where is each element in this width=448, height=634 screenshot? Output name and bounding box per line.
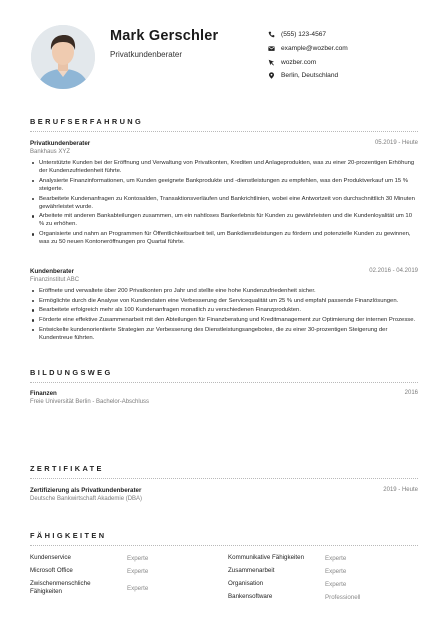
skill-level: Experte (325, 555, 347, 562)
education-date: 2016 (404, 390, 418, 396)
education-heading: BILDUNGSWEG (30, 368, 113, 377)
job-2-title: Kundenberater (30, 268, 75, 275)
skill-name: Zwischenmenschliche Fähigkeiten (30, 580, 91, 596)
list-item: Förderte eine effektive Zusammenarbeit mit den Abteilungen für Finanzberatung und Kreditmanagement zur Optimierung der internen Prozesse. (30, 316, 416, 324)
contact-email-text[interactable]: example@wozber.com (281, 45, 348, 53)
job-2-bullets (30, 287, 416, 344)
job-1-bullets (30, 159, 416, 248)
section-divider (30, 382, 418, 383)
job-1-title: Privatkundenberater (30, 140, 91, 147)
job-1-company: Bankhaus XYZ (30, 149, 71, 155)
contact-location (266, 69, 348, 83)
contact-phone-text[interactable]: (555) 123-4567 (281, 31, 327, 39)
list-item: Unterstützte Kunden bei der Eröffnung und Verwaltung von Privatkonten, Krediten und Anlageprodukten, was zu einer 20-prozentigen Erhöhung der Kundenzufriedenheit führte. (30, 159, 416, 175)
education-title: Finanzen (30, 390, 57, 397)
contact-website (266, 55, 348, 69)
skill-name: Zusammenarbeit (228, 567, 275, 574)
email-icon (266, 45, 276, 52)
certificates-heading: ZERTIFIKATE (30, 464, 104, 473)
skill-name: Microsoft Office (30, 567, 73, 574)
skill-name: Kundenservice (30, 554, 71, 561)
contact-phone (266, 28, 348, 42)
person-name: Mark Gerschler (110, 28, 219, 44)
certificate-issuer: Deutsche Bankwirtschaft Akademie (DBA) (30, 496, 143, 502)
job-title: Privatkundenberater (110, 50, 183, 59)
section-divider (30, 545, 418, 546)
contact-website-text[interactable]: wozber.com (281, 58, 317, 66)
certificate-title: Zertifizierung als Privatkundenberater (30, 487, 142, 494)
phone-icon (266, 31, 276, 38)
list-item: Bearbeitete Kundenanfragen zu Kontosalden, Transaktionsverläufen und Bankrichtlinien, wobei eine Antwortzeit von durchschnittlich 30 Minuten gewährleistet wurde. (30, 195, 416, 211)
skill-level: Professionell (325, 594, 361, 601)
skill-name: Bankensoftware (228, 593, 273, 600)
skill-name: Organisation (228, 580, 264, 587)
link-icon (266, 59, 276, 66)
location-pin-icon (266, 72, 276, 79)
certificate-date: 2019 - Heute (383, 487, 418, 493)
list-item: Arbeitete mit anderen Bankabteilungen zusammen, um ein nahtloses Bankerlebnis für Kunden zu gewährleisten und die Kundenloyalität um 10 % zu erhöhen. (30, 212, 416, 228)
skill-level: Experte (127, 555, 149, 562)
contact-list (266, 28, 348, 83)
list-item: Ermöglichte durch die Analyse von Kundendaten eine Verbesserung der Servicequalität um 25 % und empfahl passende Finanzlösungen. (30, 297, 416, 305)
profile-photo (31, 25, 95, 89)
job-2-date: 02.2016 - 04.2019 (369, 268, 418, 274)
section-divider (30, 478, 418, 479)
skill-level: Experte (325, 568, 347, 575)
job-1-date: 05.2019 - Heute (374, 140, 418, 146)
list-item: Eröffnete und verwaltete über 200 Privatkonten pro Jahr und stellte eine hohe Kundenzufriedenheit sicher. (30, 287, 416, 295)
list-item: Analysierte Finanzinformationen, um Kunden geeignete Bankprodukte und -dienstleistungen zu empfehlen, was den Produktverkauf um 15 % steigerte. (30, 177, 416, 193)
skills-heading: FÄHIGKEITEN (30, 531, 107, 540)
experience-heading: BERUFSERFAHRUNG (30, 117, 144, 126)
skill-level: Experte (127, 585, 149, 592)
contact-email (266, 42, 348, 56)
resume-header (0, 0, 448, 100)
list-item: Bearbeitete erfolgreich mehr als 100 Kundenanfragen monatlich zu verschiedenen Finanzprodukten. (30, 306, 416, 314)
list-item: Entwickelte kundenorientierte Strategien zur Verbesserung des Dienstleistungsangebotes, die zu einer 30-prozentigen Steigerung der Kundentreue führten. (30, 326, 416, 342)
education-institution: Freie Universität Berlin - Bachelor-Abschluss (30, 399, 150, 405)
job-2-company: Finanzinstitut ABC (30, 277, 80, 283)
contact-location-text: Berlin, Deutschland (281, 72, 339, 80)
skill-name: Kommunikative Fähigkeiten (228, 554, 305, 561)
skill-level: Experte (127, 568, 149, 575)
skill-level: Experte (325, 581, 347, 588)
list-item: Organisierte und nahm an Programmen für Öffentlichkeitsarbeit teil, um Bankdienstleistungen zu fördern und potenzielle Kunden zu gewinnen, was zu 50 neuen Kontoneröffnungen pro Quartal führte. (30, 230, 416, 246)
section-divider (30, 131, 418, 132)
